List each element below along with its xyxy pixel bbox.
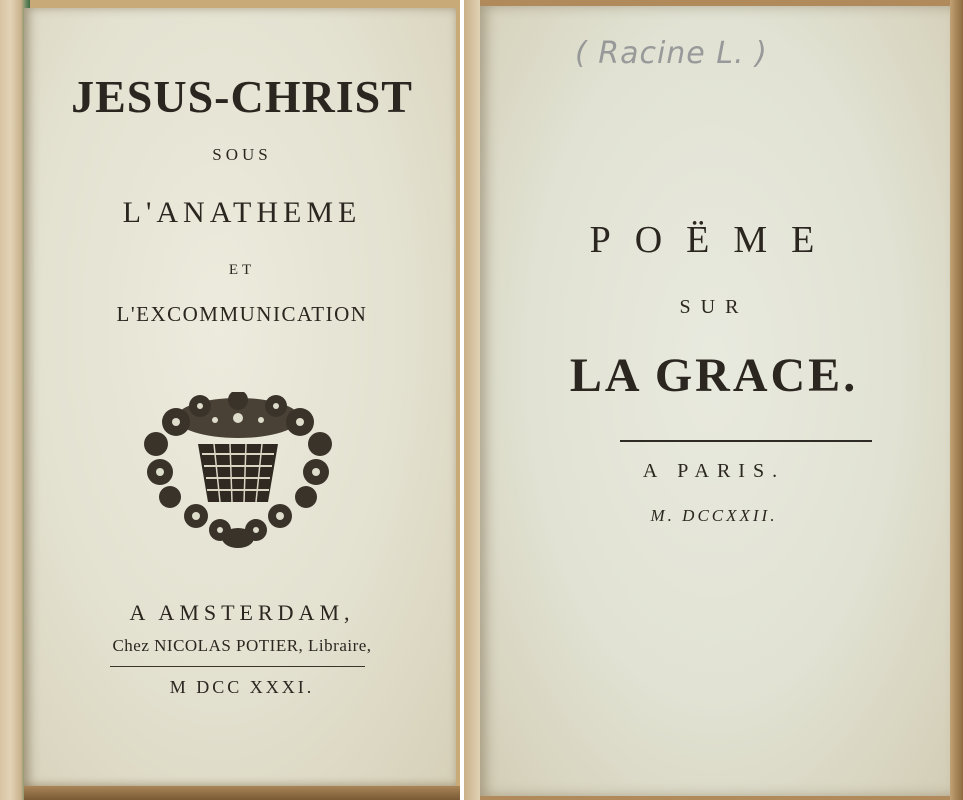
left-title-et: ET bbox=[228, 262, 256, 278]
right-imprint-place: A PARIS. bbox=[642, 460, 786, 482]
right-book-fore-edge bbox=[950, 0, 963, 800]
left-title-anatheme: L'ANATHEME bbox=[122, 196, 362, 229]
right-title-sur: SUR bbox=[679, 296, 749, 318]
left-imprint-rule bbox=[110, 666, 365, 667]
left-title-excommunication: L'EXCOMMUNICATION bbox=[116, 302, 368, 326]
floral-ornament-icon bbox=[140, 392, 336, 550]
right-title-poeme: POËME bbox=[589, 219, 839, 261]
pencil-annotation: ( Racine L. ) bbox=[575, 36, 768, 71]
right-imprint-year: M. DCCXXII. bbox=[650, 506, 778, 525]
right-title-grace: LA GRACE. bbox=[569, 349, 859, 402]
left-title-main: JESUS-CHRIST bbox=[71, 71, 413, 122]
left-book-bottom-edge bbox=[24, 786, 460, 800]
left-imprint-publisher: Chez NICOLAS POTIER, Libraire, bbox=[112, 636, 372, 655]
left-imprint-place: A AMSTERDAM, bbox=[129, 600, 355, 625]
right-imprint-rule bbox=[620, 440, 872, 442]
left-title-sous: SOUS bbox=[212, 145, 272, 164]
left-imprint-year: M DCC XXXI. bbox=[169, 677, 315, 697]
